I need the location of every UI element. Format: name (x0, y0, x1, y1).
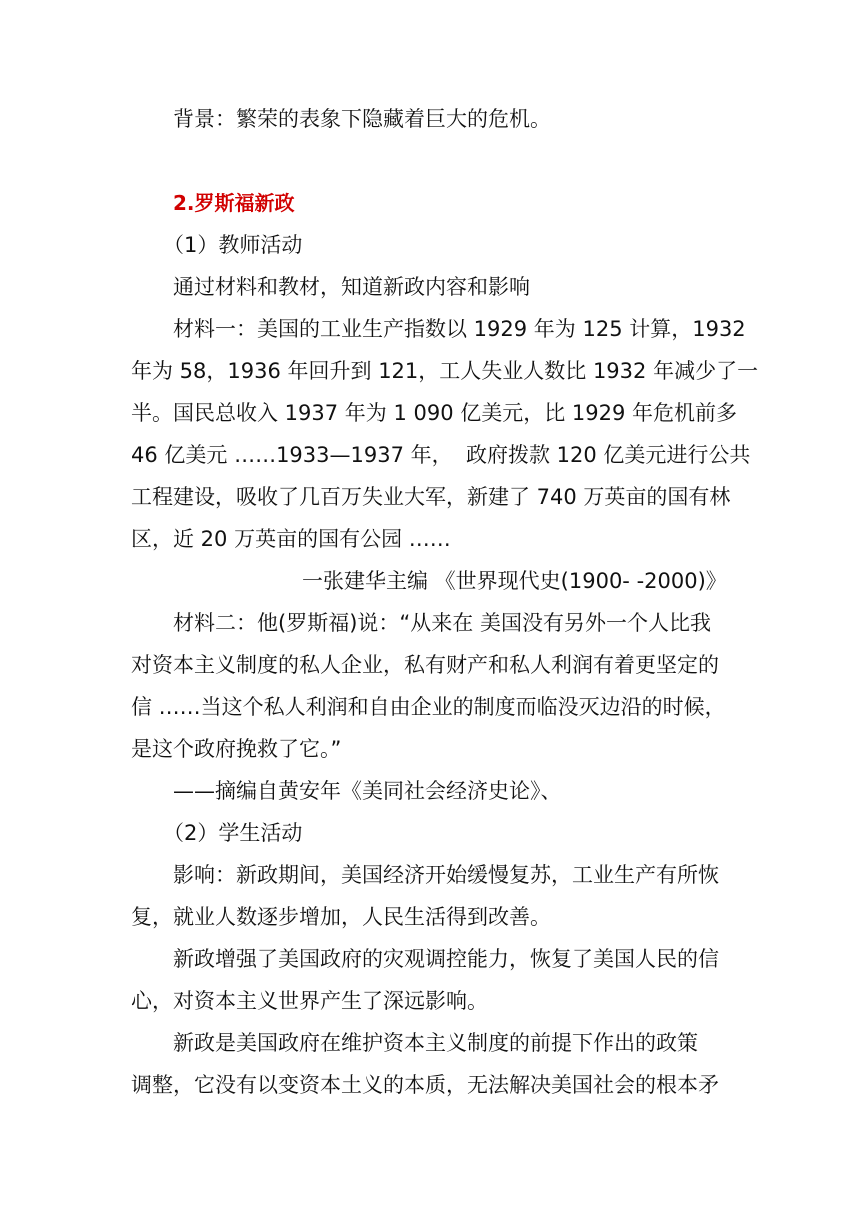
material-one-line: 46 亿美元 ……1933—1937 年， 政府拨款 120 亿美元进行公共 (131, 443, 751, 467)
impact-three-line: 新政是美国政府在维护资本主义制度的前提下作出的政策 (173, 1031, 698, 1055)
material-two-line: 信 ……当这个私人利润和自由企业的制度而临没灭边沿的时候， (131, 695, 726, 719)
material-one-line: 区，近 20 万英亩的国有公园 …… (131, 527, 451, 551)
material-two-line: 材料二：他(罗斯福)说：“从来在 美国没有另外一个人比我 (173, 611, 711, 635)
material-two-line: 是这个政府挽救了它。” (131, 737, 342, 761)
material-one-line: 材料一：美国的工业生产指数以 1929 年为 125 计算，1932 (173, 317, 746, 341)
material-one-line: 年为 58，1936 年回升到 121，工人失业人数比 1932 年减少了一 (131, 359, 759, 383)
citation-one: 一张建华主编 《世界现代史(1900- -2000)》 (302, 569, 727, 593)
impact-two-line: 心，对资本主义世界产生了深远影响。 (131, 989, 488, 1013)
material-one-line: 工程建设，吸收了几百万失业大军，新建了 740 万英亩的国有林 (131, 485, 731, 509)
material-two-line: 对资本主义制度的私人企业，私有财产和私人利润有着更坚定的 (131, 653, 719, 677)
background-paragraph: 背景：繁荣的表象下隐藏着巨大的危机。 (173, 107, 551, 131)
impact-line: 影响：新政期间，美国经济开始缓慢复苏，工业生产有所恢 (173, 863, 719, 887)
impact-three-line: 调整，它没有以变资本土义的本质，无法解决美国社会的根本矛 (131, 1073, 719, 1097)
citation-two: ——摘编自黄安年《美同社会经济史论》、 (173, 779, 562, 803)
section-heading: 2.罗斯福新政 (173, 191, 295, 215)
student-activity-label: （2）学生活动 (163, 821, 303, 845)
impact-line: 复，就业人数逐步增加，人民生活得到改善。 (131, 905, 551, 929)
intro-paragraph: 通过材料和教材，知道新政内容和影响 (173, 275, 530, 299)
impact-two-line: 新政增强了美国政府的灾观调控能力，恢复了美国人民的信 (173, 947, 719, 971)
material-one-line: 半。国民总收入 1937 年为 1 090 亿美元，比 1929 年危机前多 (131, 401, 738, 425)
teacher-activity-label: （1）教师活动 (163, 233, 303, 257)
